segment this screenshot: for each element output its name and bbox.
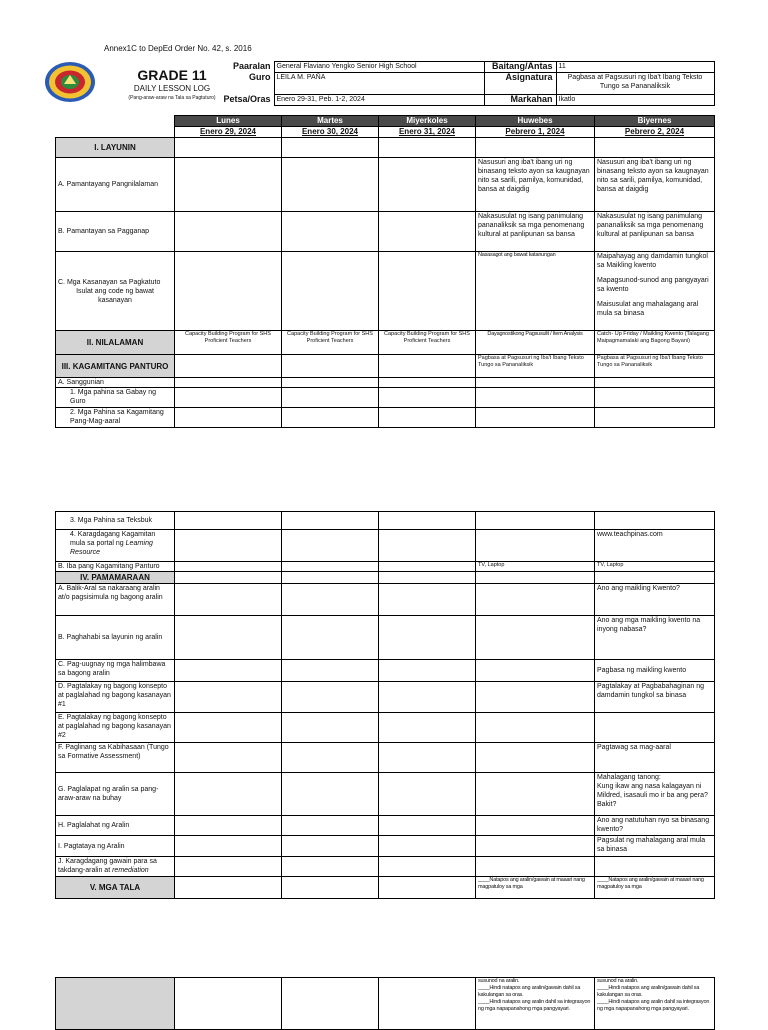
cell-thu-kagamitan: Pagbasa at Pagsusuri ng Iba't Ibang Teksto Tungo sa Pananaliksik xyxy=(476,355,595,378)
day-header-lunes: Lunes xyxy=(175,116,282,127)
label-karagdagang-gawain xyxy=(56,857,175,877)
karagdagang-text: 4. Karagdagang Kagamitan mula sa portal ng xyxy=(70,531,156,547)
cell-fri-tala-continued: susunod na aralin. ____Hindi natapos ang aralin/gawain dahil sa kakulangan sa oras. ____Hindi natapos ang aralin dahil sa integrasyon ng mga napapanahong mga pangyayari. xyxy=(595,978,715,1030)
cell-fri-nilalaman: Catch- Up Friday / Maikling Kwento (Talagang Maipagmamalaki ang Bagong Bayani) xyxy=(595,331,715,355)
cell-tue-nilalaman: Capacity Building Program for SHS Proficient Teachers xyxy=(282,331,379,355)
day-header-martes: Martes xyxy=(282,116,379,127)
day-header-huwebes: Huwebes xyxy=(476,116,595,127)
cell-fri-kagamitan: Pagbasa at Pagsusuri ng Iba't Ibang Teksto Tungo sa Pananaliksik xyxy=(595,355,715,378)
date-huwebes: Pebrero 1, 2024 xyxy=(476,127,595,138)
label-kagamitang-mag-aaral: 2. Mga Pahina sa Kagamitang Pang-Mag-aaral xyxy=(56,408,175,428)
label-pagtataya: I. Pagtataya ng Aralin xyxy=(56,836,175,857)
label-paglinang: F. Paglinang sa Kabihasaan (Tungo sa Formative Assessment) xyxy=(56,743,175,773)
label-balik-aral: A. Balik-Aral sa nakaraang aralin at/o pagsisimula ng bagong aralin xyxy=(56,584,175,616)
label-karagdagang-kagamitan xyxy=(56,530,175,562)
fri-kasanayan-item: Maipahayag ang damdamin tungkol sa Maikling kwento xyxy=(597,253,708,269)
cell-fri-pangnilalaman: Nasusuri ang iba't ibang uri ng binasang teksto ayon sa kaugnayan nito sa sarili, pamilya, komunidad, bansa at daigdig xyxy=(595,158,715,212)
section-mga-tala: V. MGA TALA xyxy=(56,877,175,899)
cell-fri-pagtalakay-1: Pagtalakay at Pagbabahaginan ng damdamin tungkol sa binasa xyxy=(595,682,715,713)
dll-title: DAILY LESSON LOG xyxy=(133,84,211,93)
baitang-value: 11 xyxy=(556,62,714,73)
cell-wed-nilalaman: Capacity Building Program for SHS Proficient Teachers xyxy=(379,331,476,355)
cell-thu-tala: ____Natapos ang aralin/gawain at maaari nang magpatuloy sa mga xyxy=(476,877,595,899)
label-pag-uugnay: C. Pag-uugnay ng mga halimbawa sa bagong aralin xyxy=(56,660,175,682)
label-teksbuk: 3. Mga Pahina sa Teksbuk xyxy=(56,512,175,530)
label-kasanayan-sub: Isulat ang code ng bawat kasanayan xyxy=(76,287,154,304)
markahan-value: Ikatlo xyxy=(556,95,714,106)
cell-fri-tala: ____Natapos ang aralin/gawain at maaari nang magpatuloy sa mga xyxy=(595,877,715,899)
petsa-value: Enero 29-31, Peb. 1-2, 2024 xyxy=(274,95,484,106)
cell-fri-balik-aral: Ano ang maikling Kwento? xyxy=(595,584,715,616)
cell-thu-iba-pang: TV, Laptop xyxy=(476,562,595,572)
fri-kasanayan-item: Mapagsunod-sunod ang pangyayari sa kwento xyxy=(597,277,709,293)
karagdagang-italic: Learning Resource xyxy=(70,540,153,556)
label-kasanayan-title: C. Mga Kasanayan sa Pagkatuto xyxy=(58,278,161,286)
baitang-label: Baitang/Antas xyxy=(484,62,556,73)
cell-thu-kasanayan: Nasasagot ang bawat katanungan xyxy=(476,252,595,331)
header-info-table xyxy=(218,61,715,106)
section-nilalaman: II. NILALAMAN xyxy=(56,331,175,355)
section-pamamaraan: IV. PAMAMARAAN xyxy=(56,572,175,584)
lesson-log-table-page1 xyxy=(55,115,715,428)
lesson-log-table-page3 xyxy=(55,977,715,1030)
label-kasanayan xyxy=(56,252,175,331)
section-kagamitang-panturo: III. KAGAMITANG PANTURO xyxy=(56,355,175,378)
remediation-italic: remediation xyxy=(112,867,149,874)
cell-fri-paglalahat: Ano ang natutuhan nyo sa binasang kwento? xyxy=(595,816,715,836)
cell-thu-tala-continued: susunod na aralin. ____Hindi natapos ang aralin/gawain dahil sa kakulangan sa oras. ____Hindi natapos ang aralin dahil sa integrasyon ng mga napapanahong mga pangyayari. xyxy=(476,978,595,1030)
asignatura-value: Pagbasa at Pagsusuri ng Iba't Ibang Teksto Tungo sa Pananaliksik xyxy=(556,73,714,95)
annex-reference: Annex1C to DepEd Order No. 42, s. 2016 xyxy=(104,44,252,53)
cell-thu-nilalaman: Dayagnostikong Pagsusulit / Item Analysis xyxy=(476,331,595,355)
school-seal-logo xyxy=(44,61,96,103)
date-lunes: Enero 29, 2024 xyxy=(175,127,282,138)
cell-mon-nilalaman: Capacity Building Program for SHS Proficient Teachers xyxy=(175,331,282,355)
grade-title: GRADE 11 xyxy=(137,67,207,83)
label-pamantayan-pagganap: B. Pamantayan sa Pagganap xyxy=(56,212,175,252)
label-iba-pang-kagamitan: B. Iba pang Kagamitang Panturo xyxy=(56,562,175,572)
paaralan-label: Paaralan xyxy=(232,61,271,71)
cell-fri-kasanayan xyxy=(595,252,715,331)
cell-fri-portal: www.teachpinas.com xyxy=(595,530,715,562)
cell-fri-paghahabi: Ano ang mga maikling kwento na inyong nabasa? xyxy=(595,616,715,660)
markahan-label: Markahan xyxy=(484,95,556,106)
cell-thu-pagganap: Nakasusulat ng isang panimulang pananaliksik sa mga penomenang kultural at panlipunan sa bansa xyxy=(476,212,595,252)
cell-fri-paglinang: Pagtawag sa mag-aaral xyxy=(595,743,715,773)
guro-label: Guro xyxy=(249,72,271,82)
day-header-miyerkoles: Miyerkoles xyxy=(379,116,476,127)
label-pagtalakay-2: E. Pagtalakay ng bagong konsepto at paglalahad ng bagong kasanayan #2 xyxy=(56,713,175,743)
label-pamantayang-pangnilalaman: A. Pamantayang Pangnilalaman xyxy=(56,158,175,212)
cell-fri-paglalapat: Mahalagang tanong: Kung ikaw ang nasa kalagayan ni Mildred, isasauli mo ir ba ang pera? Bakit? xyxy=(595,773,715,816)
asignatura-label: Asignatura xyxy=(484,73,556,95)
cell-fri-pagganap: Nakasusulat ng isang panimulang pananaliksik sa mga penomenang kultural at panlipunan sa bansa xyxy=(595,212,715,252)
petsa-label: Petsa/Oras xyxy=(223,94,271,104)
fri-kasanayan-item: Maisusulat ang mahalagang aral mula sa binasa xyxy=(597,301,699,317)
label-pagtalakay-1: D. Pagtalakay ng bagong konsepto at paglalahad ng bagong kasanayan #1 xyxy=(56,682,175,713)
date-martes: Enero 30, 2024 xyxy=(282,127,379,138)
paaralan-value: General Flaviano Yengko Senior High School xyxy=(274,62,484,73)
label-gabay-ng-guro: 1. Mga pahina sa Gabay ng Guro xyxy=(56,388,175,408)
date-biyernes: Pebrero 2, 2024 xyxy=(595,127,715,138)
label-paghahabi: B. Paghahabi sa layunin ng aralin xyxy=(56,616,175,660)
lesson-log-table-page2 xyxy=(55,511,715,899)
cell-thu-pangnilalaman: Nasusuri ang iba't ibang uri ng binasang teksto ayon sa kaugnayan nito sa sarili, pamilya, komunidad, bansa at daigdig xyxy=(476,158,595,212)
guro-value: LEILA M. PAÑA xyxy=(274,73,484,95)
cell-fri-pag-uugnay: Pagbasa ng maikling kwento xyxy=(595,660,715,682)
karagdagang-gawain-text: J. Karagdagang gawain para sa takdang-aralin at xyxy=(58,858,157,874)
dll-subtitle: (Pang-araw-araw na Tala sa Pagtuturo) xyxy=(128,95,216,101)
cell-fri-iba-pang: TV, Laptop xyxy=(595,562,715,572)
section-layunin: I. LAYUNIN xyxy=(56,138,175,158)
cell-fri-pagtataya: Pagsulat ng mahalagang aral mula sa binasa xyxy=(595,836,715,857)
date-miyerkoles: Enero 31, 2024 xyxy=(379,127,476,138)
label-sanggunian: A. Sanggunian xyxy=(56,378,175,388)
day-header-biyernes: Biyernes xyxy=(595,116,715,127)
label-paglalapat: G. Paglalapat ng aralin sa pang-araw-araw na buhay xyxy=(56,773,175,816)
label-paglalahat: H. Paglalahat ng Aralin xyxy=(56,816,175,836)
